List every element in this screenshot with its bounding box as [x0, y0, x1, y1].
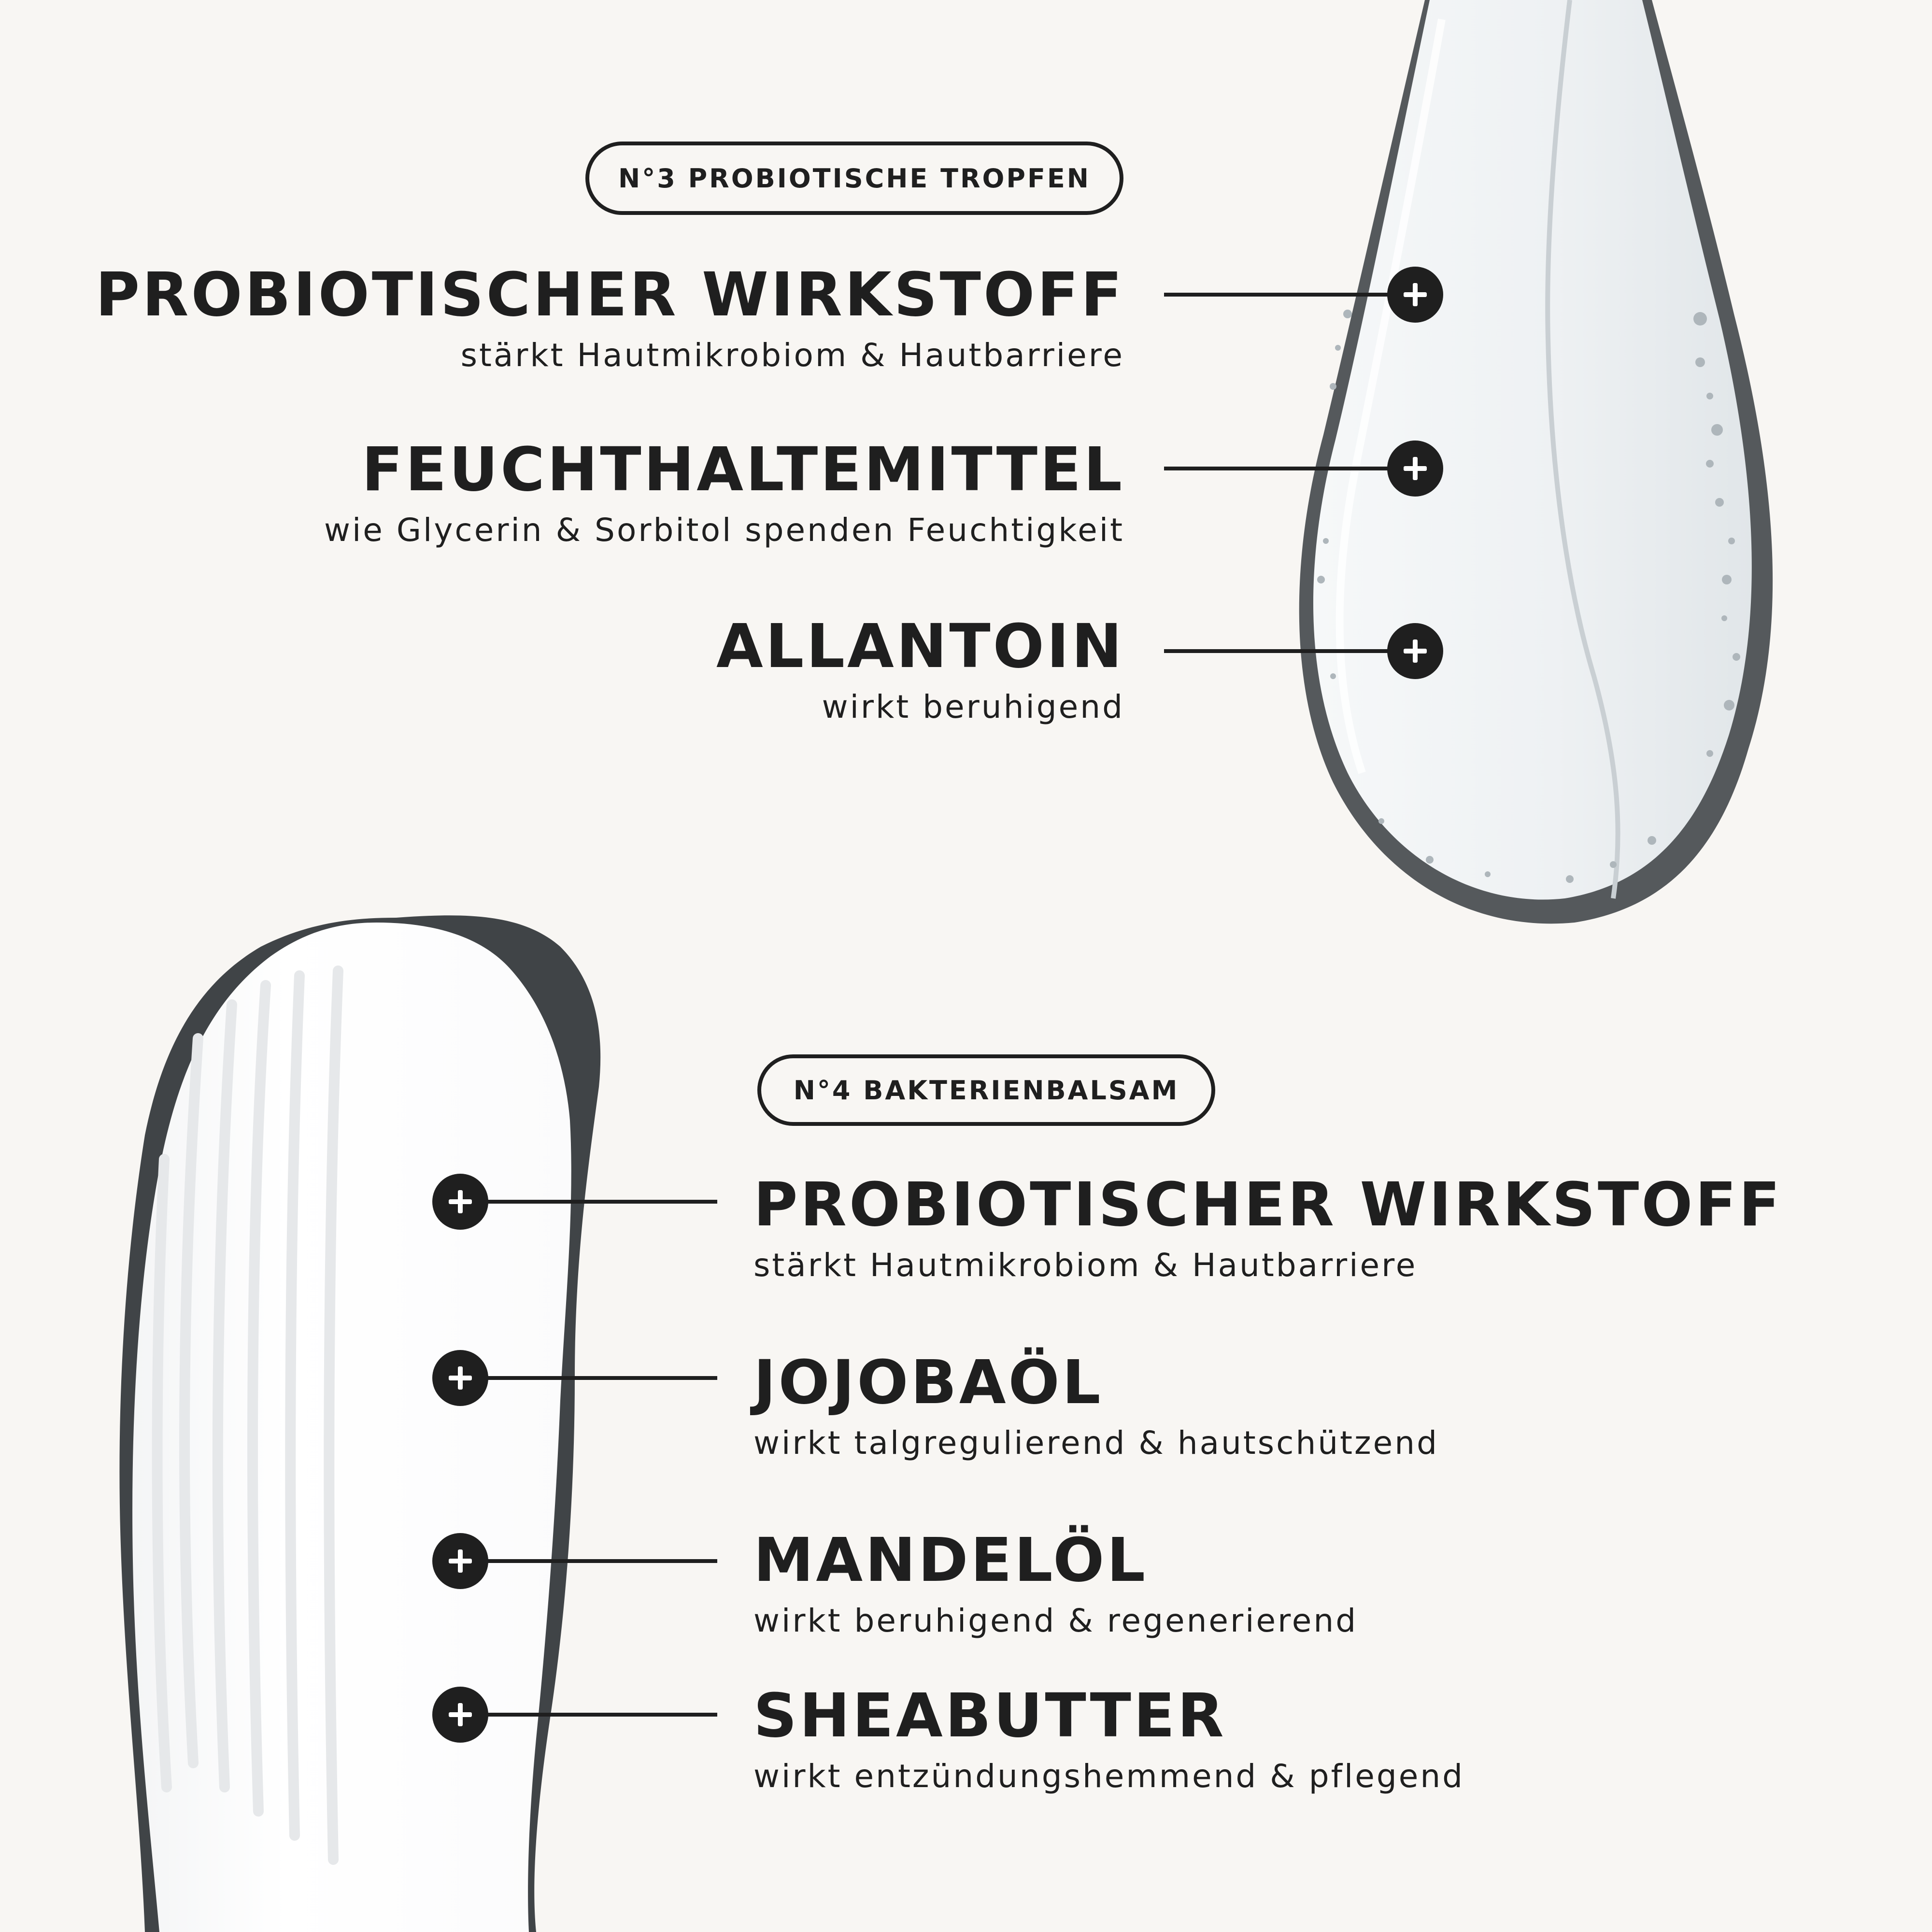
gel-drop-swatch	[1299, 0, 1773, 923]
drops-feature-2	[324, 435, 1124, 549]
plus-marker-icon[interactable]	[1387, 267, 1443, 323]
balm-feature-2	[753, 1348, 1439, 1462]
balm-swatch	[119, 915, 600, 1932]
drops-feature-3	[716, 611, 1124, 725]
feature-description: wie Glycerin & Sorbitol spenden Feuchtigkeit	[324, 511, 1124, 549]
balm-feature-4	[753, 1681, 1465, 1795]
plus-marker-icon[interactable]	[1387, 623, 1443, 679]
leader-line	[473, 1376, 717, 1380]
product-label-balm: N°4 BAKTERIENBALSAM	[757, 1054, 1215, 1126]
feature-description: wirkt beruhigend	[822, 688, 1124, 725]
drops-feature-1	[95, 260, 1124, 374]
feature-title: MANDELÖL	[753, 1525, 1148, 1595]
feature-title: PROBIOTISCHER WIRKSTOFF	[753, 1170, 1783, 1240]
feature-description: stärkt Hautmikrobiom & Hautbarriere	[753, 1247, 1418, 1284]
leader-line	[473, 1200, 717, 1204]
feature-title: SHEABUTTER	[753, 1681, 1226, 1751]
feature-description: wirkt beruhigend & regenerierend	[753, 1602, 1358, 1639]
balm-feature-1	[753, 1170, 1783, 1284]
feature-title: ALLANTOIN	[716, 611, 1124, 682]
feature-description: stärkt Hautmikrobiom & Hautbarriere	[460, 337, 1124, 374]
feature-description: wirkt talgregulierend & hautschützend	[753, 1424, 1439, 1462]
product-label-drops: N°3 PROBIOTISCHE TROPFEN	[585, 142, 1123, 215]
feature-title: FEUCHTHALTEMITTEL	[361, 435, 1124, 505]
feature-description: wirkt entzündungshemmend & pflegend	[753, 1758, 1465, 1795]
feature-title: PROBIOTISCHER WIRKSTOFF	[95, 260, 1124, 330]
leader-line	[1164, 293, 1415, 297]
leader-line	[473, 1559, 717, 1563]
feature-title: JOJOBAÖL	[753, 1348, 1103, 1418]
balm-feature-3	[753, 1525, 1358, 1639]
leader-line	[1164, 467, 1415, 470]
leader-line	[1164, 649, 1415, 653]
leader-line	[473, 1713, 717, 1717]
plus-marker-icon[interactable]	[1387, 440, 1443, 497]
